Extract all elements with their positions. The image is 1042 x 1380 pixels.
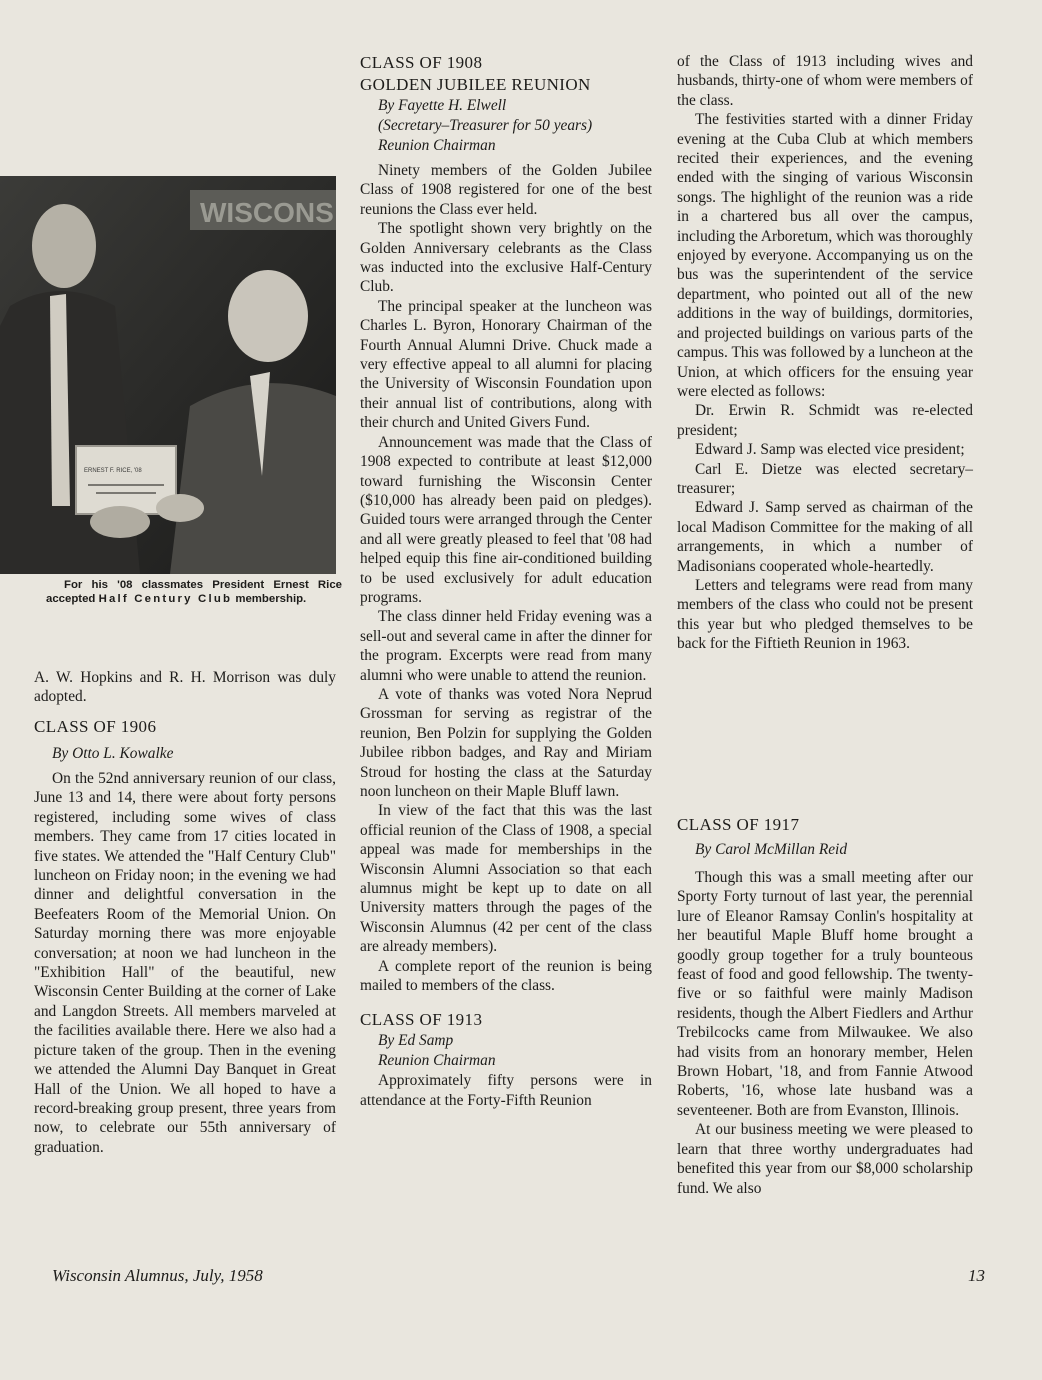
byline-reid: By Carol McMillan Reid (695, 841, 848, 858)
caption-part1: For his '08 classmates President Ernest Rice accepted (46, 579, 342, 605)
photo-illustration (0, 176, 336, 574)
byline-elwell-title: (Secretary–Treasurer for 50 years) (378, 117, 593, 134)
caption-part3: membership. (235, 593, 307, 605)
banner-text: WISCONS (200, 197, 334, 228)
caption-half-century: Half Century Club (98, 593, 233, 605)
class-1913-p7: Letters and telegrams were read from many members of the class who could not be present this year but who pledged themselves to be back for the Fiftieth Reunion in 1963. (677, 576, 973, 653)
class-1913-p6: Edward J. Samp served as chairman of the local Madison Committee for the making of all arrangements, in which a number of Madisonians cooperated whole-heartedly. (677, 499, 973, 575)
class-1908-p2: The spotlight shown very brightly on the Golden Anniversary celebrants as the Class was inducted into the exclusive Half-Century Club. (360, 220, 652, 296)
photo-caption (46, 578, 342, 606)
byline-samp-role: Reunion Chairman (378, 1052, 496, 1070)
class-1913-p3: Dr. Erwin R. Schmidt was re-elected president; (677, 402, 973, 439)
byline-elwell: By Fayette H. Elwell (378, 97, 507, 114)
class-1917-p2: At our business meeting we were pleased to learn that three worthy undergraduates had benefited this year from our $8,000 scholarship fund. We also (677, 1121, 973, 1197)
heading-class-1906: CLASS OF 1906 (34, 717, 157, 736)
class-1913-p5: Carl E. Dietze was elected secretary–treasurer; (677, 460, 973, 497)
class-1917-p1: Though this was a small meeting after our Sporty Forty turnout of last year, the perennial lure of Eleanor Ramsay Conlin's hospitality at her beautiful Maple Bluff home brought a goodly group together for a truly bounteous feast of food and good fellowship. The twenty-five or so faithful were mainly Madison residents, though the Albert Fiedlers and Arthur Trebilcocks came from Milwaukee. We also had visits from an honorary member, Helen Brown Hobart, '18, and from Fannie Atwood Roberts, '16, whose late husband was a seventeener. Both are from Evanston, Illinois. (677, 869, 973, 1119)
class-1908-p4: Announcement was made that the Class of 1908 expected to contribute at least $12,000 toward furnishing the Wisconsin Center ($10,000 has already been paid on pledges). Guided tours were arranged through the Center and all were greatly pleased to feel that '08 had helped equip this fine air-conditioned building to be used exclusively for adult education programs. (360, 433, 652, 606)
class-1913-p2: The festivities started with a dinner Friday evening at the Cuba Club at which members recited their experiences, and the evening ended with the singing of various Wisconsin songs. The highlight of the reunion was a ride in a chartered bus all over the campus, including the Arboretum, which was thoroughly enjoyed by everyone. Accompanying us on the bus was the superintendent of the service department, who pointed out all of the new additions in the way of buildings, dormitories, and projected buildings on various parts of the campus. This was followed by a luncheon at the Union, at which officers for the ensuing year were elected as follows: (677, 111, 973, 400)
class-1913-continuation: of the Class of 1913 including wives and husbands, thirty-one of whom were members of the class. (677, 53, 973, 109)
photo-handshake (0, 176, 336, 574)
class-1908-p1: Ninety members of the Golden Jubilee Class of 1908 registered for one of the best reunions the Class ever held. (360, 162, 652, 218)
byline-samp: By Ed Samp (378, 1032, 454, 1050)
class-1906-paragraph: On the 52nd anniversary reunion of our class, June 13 and 14, there were about forty persons registered, including some wives of class members. They came from 17 cities located in five states. We attended the "Half Century Club" luncheon on Friday noon; in the evening we had dinner and delightful conversation in the Beefeaters Room of the Memorial Union. On Saturday morning there was more enjoyable conversation; at noon we had luncheon in the "Exhibition Hall" of the beautiful, new Wisconsin Center Building at the corner of Lake and Langdon Streets. All members marveled at the facilities available there. Here we also had a picture taken of the group. Then in the evening we attended the Alumni Day Banquet in Great Hall of the Union. We all hoped to have a record-breaking group present, three years from now, to celebrate our 55th anniversary of graduation. (34, 770, 336, 1156)
footer-publication: Wisconsin Alumnus, July, 1958 (52, 1266, 263, 1285)
byline-elwell-role: Reunion Chairman (378, 137, 496, 154)
byline-kowalke: By Otto L. Kowalke (52, 745, 174, 762)
class-1913-p4: Edward J. Samp was elected vice president; (695, 441, 965, 459)
continuation-text: A. W. Hopkins and R. H. Morrison was duly adopted. (34, 669, 336, 706)
class-1908-p3: The principal speaker at the luncheon was Charles L. Byron, Honorary Chairman of the Fourth Annual Alumni Drive. Chuck made a very effective appeal to all alumni for placing the University of Wisconsin Foundation upon their annual list of contributions, along with their church and United Givers Fund. (360, 297, 652, 432)
class-1908-p8: A complete report of the reunion is being mailed to members of the class. (360, 957, 652, 995)
class-1913-p1: Approximately fifty persons were in attendance at the Forty-Fifth Reunion (360, 1072, 652, 1109)
class-1908-p6: A vote of thanks was voted Nora Neprud Grossman for serving as registrar of the reunion, Ben Polzin for supplying the Golden Jubilee ribbon badges, and Ray and Miriam Stroud for hosting the class at the Saturday noon luncheon on their Maple Bluff lawn. (360, 685, 652, 800)
class-1908-p5: The class dinner held Friday evening was a sell-out and several came in after the dinner for the program. Excerpts were read from many alumni who were unable to attend the reunion. (360, 608, 652, 684)
heading-golden-jubilee: GOLDEN JUBILEE REUNION (360, 75, 591, 94)
class-1908-p7: In view of the fact that this was the last official reunion of the Class of 1908, a special appeal was made for memberships in the Wisconsin Alumni Association so that each alumnus might be kept up to date on all University matters through the pages of the Wisconsin Alumnus (42 per cent of the class are already members). (360, 802, 652, 956)
certificate-text: ERNEST F. RICE, '08 (84, 468, 142, 474)
heading-class-1917: CLASS OF 1917 (677, 815, 800, 834)
heading-class-1908: CLASS OF 1908 (360, 53, 483, 72)
heading-class-1913: CLASS OF 1913 (360, 1010, 483, 1030)
footer-page-number: 13 (968, 1266, 985, 1285)
